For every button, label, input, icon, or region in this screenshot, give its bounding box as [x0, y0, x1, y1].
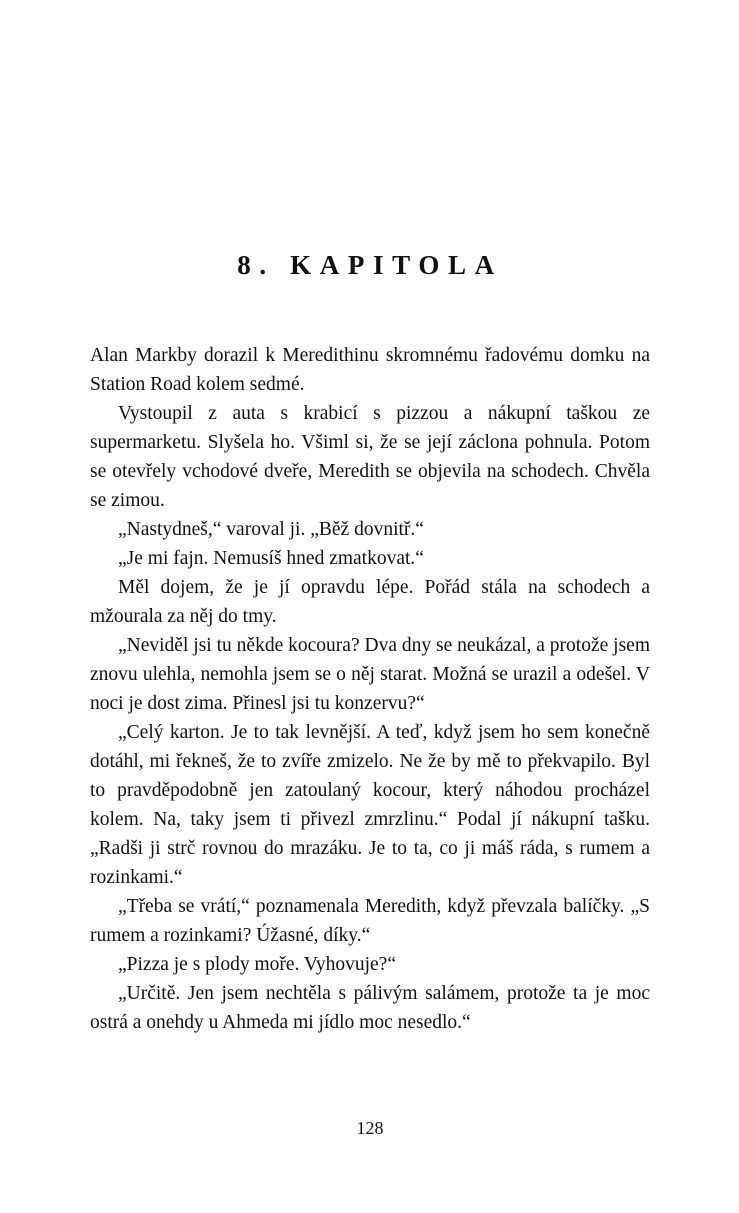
paragraph: „Třeba se vrátí,“ poznamenala Meredith, když převzala balíčky. „S rumem a rozinkami? Úžasné, díky.“ [90, 896, 650, 946]
paragraph: „Nastydneš,“ varoval ji. „Běž dovnitř.“ [118, 519, 424, 540]
paragraph: Alan Markby dorazil k Meredithinu skromnému řadovému domku na Station Road kolem sedmé. [90, 345, 650, 395]
body-text [90, 341, 650, 1037]
paragraph: „Neviděl jsi tu někde kocoura? Dva dny se neukázal, a protože jsem znovu ulehla, nemohla jsem se o něj starat. Možná se urazil a odešel. V noci je dost zima. Přinesl jsi tu konzervu?“ [90, 635, 650, 714]
chapter-title: 8. KAPITOLA [237, 250, 503, 280]
page-number: 128 [356, 1118, 384, 1138]
paragraph: Vystoupil z auta s krabicí s pizzou a nákupní taškou ze supermarketu. Slyšela ho. Všiml si, že se její záclona pohnula. Potom se otevřely vchodové dveře, Meredith se objevila na schodech. Chvěla se zimou. [90, 403, 650, 511]
paragraph: „Určitě. Jen jsem nechtěla s pálivým salámem, protože ta je moc ostrá a onehdy u Ahmeda mi jídlo moc nesedlo.“ [90, 983, 650, 1033]
paragraph: „Je mi fajn. Nemusíš hned zmatkovat.“ [118, 548, 424, 569]
paragraph: „Pizza je s plody moře. Vyhovuje?“ [118, 954, 396, 975]
text-block [90, 0, 650, 1037]
paragraph: Měl dojem, že je jí opravdu lépe. Pořád stála na schodech a mžourala za něj do tmy. [90, 577, 650, 627]
paragraph: „Celý karton. Je to tak levnější. A teď, když jsem ho sem konečně dotáhl, mi řekneš, že to zvíře zmizelo. Ne že by mě to překvapilo. Byl to pravděpodobně jen zatoulaný kocour, který náhodou procházel kolem. Na, taky jsem ti přivezl zmrzlinu.“ Podal jí nákupní tašku. „Radši ji strč rovnou do mrazáku. Je to ta, co ji máš ráda, s rumem a rozinkami.“ [90, 722, 650, 888]
